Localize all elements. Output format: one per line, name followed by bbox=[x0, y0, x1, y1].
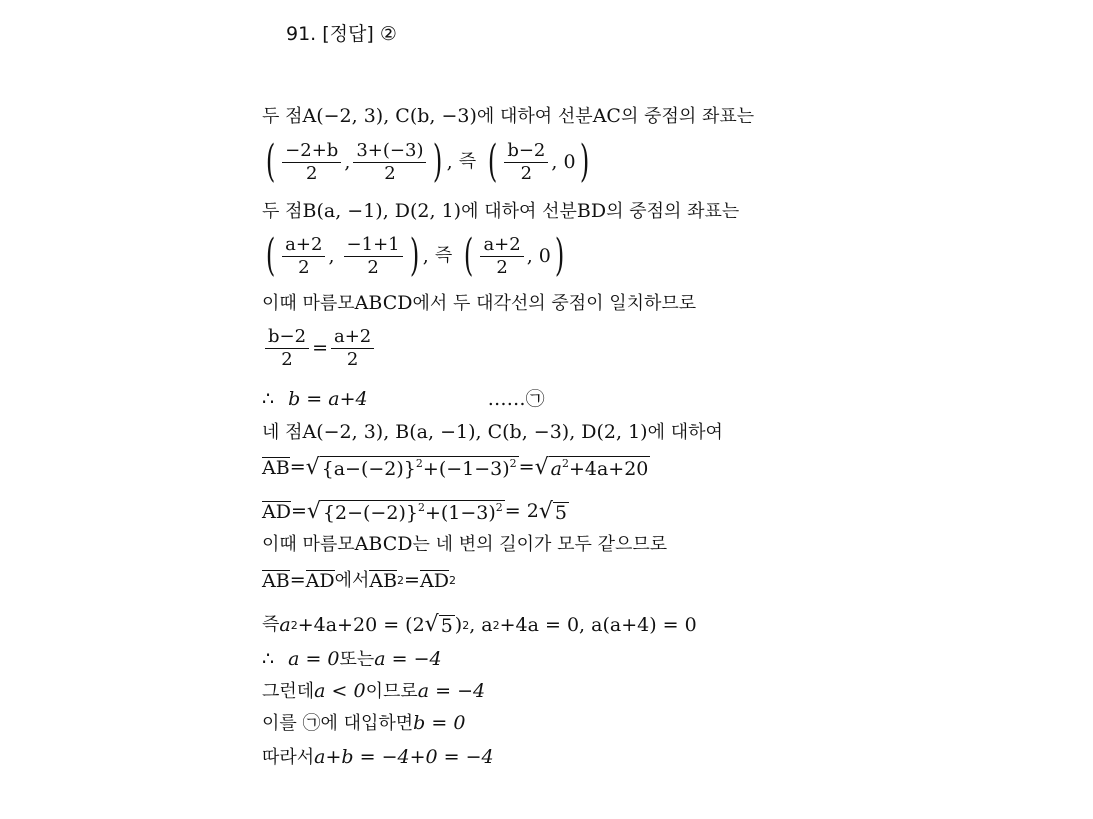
text: 에 대하여 선분 bbox=[461, 200, 577, 222]
math: = bbox=[289, 569, 306, 591]
text: 이때 마름모 bbox=[262, 533, 355, 555]
line-1 bbox=[262, 107, 754, 126]
radicand: +(−1−3) bbox=[422, 458, 510, 480]
radicand: {2−(−2)} bbox=[322, 502, 418, 524]
answer-heading: 91. [정답] ② bbox=[286, 23, 397, 45]
fraction bbox=[265, 328, 309, 369]
math: A(−2, 3), B(a, −1), C(b, −3), D(2, 1) bbox=[302, 421, 648, 443]
line-5 bbox=[262, 294, 696, 313]
paren-left: ( bbox=[464, 230, 474, 281]
text: 이므로 bbox=[365, 680, 418, 702]
separator: , bbox=[328, 244, 341, 267]
line-3 bbox=[262, 202, 739, 221]
math: b = a+4 bbox=[288, 388, 368, 410]
math: a bbox=[279, 613, 291, 636]
numerator: a+2 bbox=[282, 236, 325, 257]
math: ABCD bbox=[354, 533, 413, 555]
math: a+b = −4+0 = −4 bbox=[314, 746, 494, 768]
paren-left: ( bbox=[265, 136, 276, 187]
line-7 bbox=[262, 390, 545, 409]
paren-right: ) bbox=[579, 136, 589, 187]
line-14 bbox=[262, 650, 442, 669]
math: = bbox=[289, 456, 306, 478]
line-15 bbox=[262, 682, 485, 701]
denominator: 2 bbox=[384, 162, 396, 184]
math: A(−2, 3), C(b, −3) bbox=[302, 105, 477, 127]
therefore-symbol: ∴ bbox=[262, 648, 275, 670]
text: 따라서 bbox=[262, 746, 315, 768]
denominator: 2 bbox=[306, 162, 318, 184]
text: 에서 두 대각선의 중점이 일치하므로 bbox=[412, 292, 697, 314]
math: ) bbox=[454, 613, 463, 636]
math: b = 0 bbox=[413, 712, 466, 734]
math: B(a, −1), D(2, 1) bbox=[302, 200, 462, 222]
math: a < 0 bbox=[314, 680, 366, 702]
math: ABCD bbox=[354, 292, 413, 314]
math: , 0 bbox=[551, 150, 576, 173]
therefore-symbol: ∴ bbox=[262, 388, 275, 410]
line-12: AB = AD 에서 AB 2 = AD 2 bbox=[262, 569, 456, 592]
math: = 2 bbox=[504, 500, 539, 522]
segment-label: AB bbox=[262, 570, 290, 592]
paren-left: ( bbox=[488, 136, 498, 187]
paren-right: ) bbox=[554, 230, 565, 281]
line-11 bbox=[262, 535, 667, 554]
denominator: 2 bbox=[281, 349, 293, 370]
segment-label: AD bbox=[419, 570, 449, 592]
text: 즉 bbox=[434, 245, 453, 266]
segment-label: AB bbox=[262, 457, 290, 479]
math: = bbox=[312, 337, 328, 359]
radicand: +4a+20 bbox=[568, 458, 649, 480]
math: a = −4 bbox=[417, 680, 486, 702]
text: 에 대하여 선분 bbox=[476, 105, 593, 127]
radicand: 5 bbox=[554, 501, 567, 524]
text: 이때 마름모 bbox=[262, 292, 355, 314]
fraction bbox=[353, 139, 426, 184]
denominator: 2 bbox=[298, 256, 310, 278]
math: +4a = 0, a(a+4) = 0 bbox=[499, 613, 697, 636]
numerator: b−2 bbox=[504, 142, 548, 163]
line-13: 즉 a 2 +4a+20 = (2 √ 5 ) 2 , a 2 +4a = 0, a(a+4) = 0 bbox=[262, 612, 697, 637]
math: , a bbox=[469, 613, 493, 636]
text: 에서 bbox=[334, 569, 370, 591]
text: 즉 bbox=[458, 151, 477, 172]
text: 두 점 bbox=[262, 200, 303, 222]
numerator: b−2 bbox=[265, 328, 309, 349]
segment-label: AD bbox=[305, 570, 335, 592]
math: = bbox=[404, 569, 420, 591]
line-2 bbox=[262, 136, 593, 187]
fraction bbox=[331, 328, 374, 369]
fraction bbox=[282, 139, 341, 184]
sqrt: √ 5 bbox=[538, 498, 567, 524]
text: 는 네 변의 길이가 모두 같으므로 bbox=[412, 533, 668, 555]
denominator: 2 bbox=[367, 256, 379, 278]
radicand: {a−(−2)} bbox=[321, 458, 416, 480]
math: , 0 bbox=[526, 244, 551, 267]
numerator: a+2 bbox=[480, 236, 523, 257]
text: 네 점 bbox=[262, 421, 303, 443]
text: 의 중점의 좌표는 bbox=[606, 200, 740, 222]
line-10 bbox=[262, 500, 569, 523]
text: 에 대하여 bbox=[647, 421, 723, 443]
sqrt: √ $\{a-(-2)\}^2+(-1-3)^2$ bbox=[305, 455, 517, 480]
math: = bbox=[290, 500, 307, 522]
line-16 bbox=[262, 714, 465, 733]
fraction bbox=[344, 233, 403, 278]
line-17 bbox=[262, 748, 494, 767]
line-9 bbox=[262, 456, 650, 479]
sqrt: √ 5 bbox=[424, 612, 453, 637]
denominator: 2 bbox=[520, 162, 533, 184]
denominator: 2 bbox=[496, 256, 508, 278]
text: 의 중점의 좌표는 bbox=[620, 105, 755, 127]
text: 두 점 bbox=[262, 105, 303, 127]
line-4 bbox=[262, 230, 568, 281]
numerator: −2+b bbox=[282, 142, 341, 163]
fraction bbox=[480, 233, 523, 278]
line-6 bbox=[262, 328, 377, 369]
paren-left: ( bbox=[265, 230, 276, 281]
segment-label: AB bbox=[369, 570, 398, 592]
fraction bbox=[504, 139, 548, 184]
radicand: a bbox=[550, 458, 562, 480]
text: 이를 ㉠에 대입하면 bbox=[262, 712, 414, 734]
fraction bbox=[282, 233, 325, 278]
math: BD bbox=[576, 200, 607, 222]
equation-marker: ……㉠ bbox=[487, 388, 545, 410]
math: +4a+20 = (2 bbox=[297, 613, 425, 636]
sqrt: √ $a^2+4a+20$ bbox=[534, 455, 649, 480]
sqrt: √ $\{2-(-2)\}^2+(1-3)^2$ bbox=[306, 499, 503, 524]
separator: , bbox=[422, 244, 435, 267]
math: a = 0 bbox=[288, 648, 340, 670]
paren-right: ) bbox=[433, 136, 443, 187]
paren-right: ) bbox=[409, 230, 419, 281]
text: 또는 bbox=[339, 648, 375, 670]
radicand: 5 bbox=[440, 615, 453, 637]
math: a = −4 bbox=[374, 648, 442, 670]
segment-label: AD bbox=[262, 501, 291, 523]
numerator: −1+1 bbox=[344, 236, 403, 257]
text: 즉 bbox=[262, 614, 280, 635]
radicand: +(1−3) bbox=[424, 502, 496, 524]
numerator: a+2 bbox=[331, 328, 374, 349]
text: 그런데 bbox=[262, 680, 315, 702]
separator: , bbox=[446, 150, 459, 173]
denominator: 2 bbox=[346, 349, 359, 370]
line-8 bbox=[262, 423, 723, 442]
numerator: 3+(−3) bbox=[353, 142, 426, 163]
separator: , bbox=[344, 150, 351, 173]
math: AC bbox=[592, 105, 621, 127]
math: = bbox=[518, 456, 535, 478]
